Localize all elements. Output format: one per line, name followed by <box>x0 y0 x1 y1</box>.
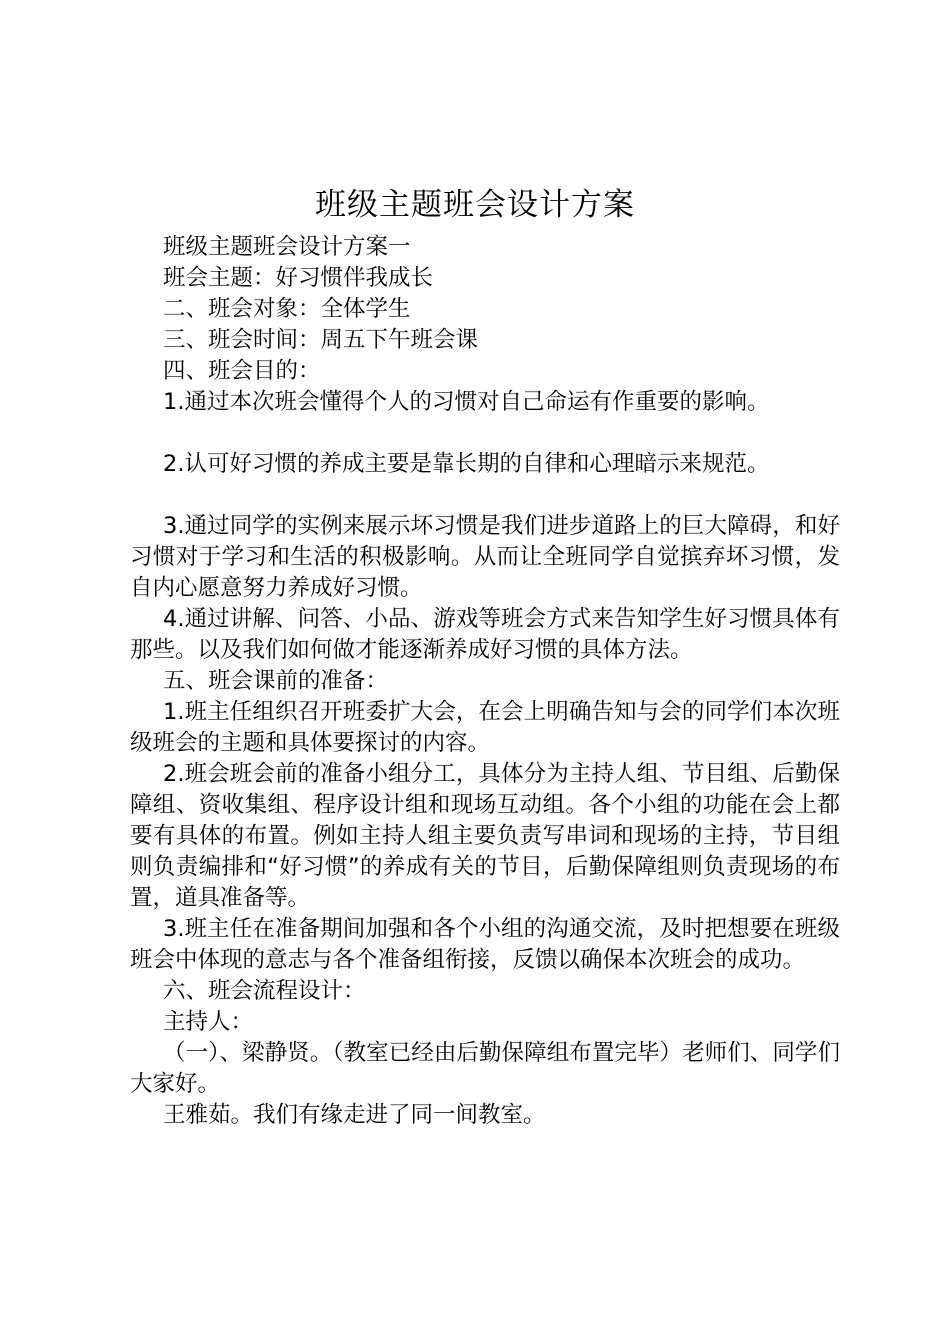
paragraph-time: 三、班会时间：周五下午班会课 <box>163 327 479 353</box>
paragraph-prep-2: 2.班会班会前的准备小组分工，具体分为主持人组、节目组、后勤保障组、资收集组、程序设计组和现场互动组。各个小组的功能在会上都要有具体的布置。例如主持人组主要负责写串词和现场的主持，节目组则负责编排和“好习惯”的养成有关的节目，后勤保障组则负责现场的布置，道具准备等。 <box>130 761 840 911</box>
paragraph-goal-3: 3.通过同学的实例来展示坏习惯是我们进步道路上的巨大障碍，和好习惯对于学习和生活的积极影响。从而让全班同学自觉摈弃坏习惯，发自内心愿意努力养成好习惯。 <box>130 513 840 601</box>
paragraph-prep-1: 1.班主任组织召开班委扩大会，在会上明确告知与会的同学们本次班级班会的主题和具体要探讨的内容。 <box>130 699 840 756</box>
paragraph-goal-2: 2.认可好习惯的养成主要是靠长期的自律和心理暗示来规范。 <box>163 451 770 477</box>
paragraph-prep-3: 3.班主任在准备期间加强和各个小组的沟通交流，及时把想要在班级班会中体现的意志与各个准备组衔接，反馈以确保本次班会的成功。 <box>130 916 840 973</box>
paragraph-goal-1: 1.通过本次班会懂得个人的习惯对自己命运有作重要的影响。 <box>163 389 770 415</box>
paragraph-subtitle: 班级主题班会设计方案一 <box>163 234 411 260</box>
paragraph-flow-heading: 六、班会流程设计： <box>163 978 366 1004</box>
paragraph-host-line-1: （一）、梁静贤。（教室已经由后勤保障组布置完毕）老师们、同学们大家好。 <box>130 1040 840 1097</box>
paragraph-audience: 二、班会对象：全体学生 <box>163 296 411 322</box>
paragraph-theme: 班会主题：好习惯伴我成长 <box>163 265 434 291</box>
paragraph-prep-heading: 五、班会课前的准备： <box>163 668 389 694</box>
paragraph-host: 主持人： <box>163 1009 254 1035</box>
paragraph-host-line-2: 王雅茹。我们有缘走进了同一间教室。 <box>163 1102 546 1128</box>
paragraph-goals-heading: 四、班会目的： <box>163 358 321 384</box>
document-body <box>130 232 840 1131</box>
document-title: 班级主题班会设计方案 <box>315 187 635 223</box>
paragraph-goal-4: 4.通过讲解、问答、小品、游戏等班会方式来告知学生好习惯具体有那些。以及我们如何做才能逐渐养成好习惯的具体方法。 <box>130 606 840 663</box>
